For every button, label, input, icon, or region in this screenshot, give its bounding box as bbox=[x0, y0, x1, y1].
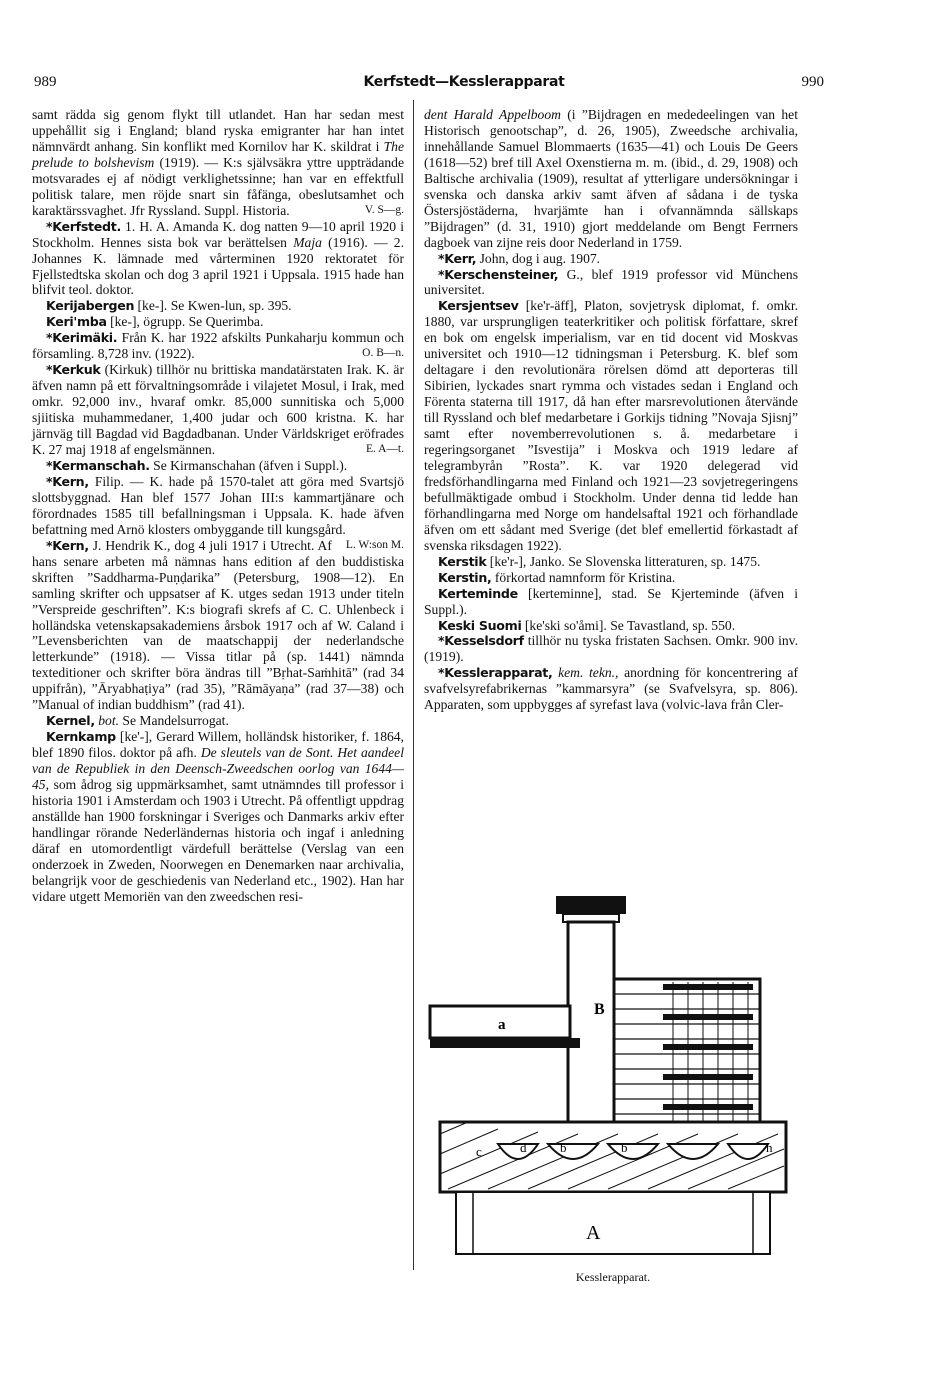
entry-text: [ke-], ögrupp. Se Querimba. bbox=[106, 314, 264, 330]
entry-text: (Kirkuk) tillhör nu brittiska mandatärstaten Irak. K. är äfven namn på ett förvaltningsområde i vilajetet Mosul, i Irak, med omkr. 92,000 inv., hvaraf omkr. 85,000 sunnitiska och 5,000 sjiitiska muhammedaner, 1,400 judar och 600 kristna. K. har järnväg till Bagdad vid Bagdadbanan. Under Världskriget eröfrades K. 27 maj 1918 af engelsmännen. bbox=[32, 362, 404, 458]
label-b2: b bbox=[621, 1140, 628, 1155]
tower-stack bbox=[610, 979, 760, 1129]
entry-text: 1. H. A. Amanda K. dog natten 9—10 april 1920 i Stockholm. Hennes sista bok var berättelsen bbox=[32, 218, 404, 250]
entry-text: [ke'ski so'åmi]. Se Tavastland, sp. 550. bbox=[521, 617, 736, 633]
label-h: h bbox=[766, 1140, 773, 1155]
entry-text: Se Kirmanschahan (äfven i Suppl.). bbox=[149, 457, 348, 473]
vertical-pipe bbox=[568, 922, 614, 1122]
entry bbox=[424, 618, 798, 634]
entry-text: förkortad namnform för Kristina. bbox=[491, 569, 676, 585]
entry-text: Filip. — K. hade på 1570-talet att göra med Svartsjö slottsbyggnad. Han blef 1577 Johan III:s kammartjänare och förordnades 1585 till befallningsman i Uppsala. K. hade äfven befattning med Arnö klosters ombyggande till kungsgård. bbox=[32, 473, 404, 537]
entry-headword: *Kerschensteiner, bbox=[438, 266, 559, 282]
top-pipe-cap bbox=[556, 896, 626, 914]
entry-text: [ke'r-äff], Platon, sovjetrysk diplomat, f. omkr. 1880, var ursprungligen teaterkritiker och politisk författare, skref en bok om engelsk imperialism, var en tid docent vid Moskvas universitet och 1910—12 tidningsman i Petersburg. K. blef som deltagare i den revolutionära rörelsen dömd att deporteras till Sibirien, lyckades snart rymma och vistades sedan i England och Förenta staterna till 1917, då han efter marsrevolutionen återvände till Ryssland och blef medarbetare i Gorkijs tidning ”Novaja Sjisnj” samt efter novemberrevolutionen s. å. medarbetare i regeringsorganet ”Isvestija” i Moskva och 1919 ledare af telegrambyrån ”Rosta”. K. var 1920 delegerad vid fredsförhandlingarna med Finland och 1921—23 sovjetregeringens befullmäktigade ombud i Stockholm. Under denna tid ledde han förhandlingarna med Norge om handelsaftal 1921 och förhandlade äfven om ett sådant med Sverige (det blef emellertid förkastadt af svenska riksdagen 1922). bbox=[424, 298, 798, 553]
entry-italic: Maja bbox=[293, 234, 322, 250]
entry-text: [ke'r-], Janko. Se Slovenska litteraturen, sp. 1475. bbox=[486, 553, 761, 569]
entry bbox=[32, 298, 404, 314]
entry bbox=[32, 107, 404, 219]
left-column bbox=[32, 107, 404, 905]
right-column bbox=[424, 107, 798, 713]
entry-signature: O. B—n. bbox=[362, 347, 404, 360]
entry bbox=[424, 107, 798, 251]
label-c: c bbox=[476, 1144, 482, 1159]
entry-headword: *Kerfstedt. bbox=[46, 218, 121, 234]
entry-italic: De sleutels van de Sont. Het aandeel van de Republiek in den Deensch-Zweedschen oorlog van 1644—45, bbox=[32, 745, 404, 793]
running-title: Kerfstedt—Kesslerapparat bbox=[363, 74, 565, 90]
entry bbox=[32, 314, 404, 330]
entry-text: Från K. har 1922 afskilts Punkaharju kommun och församling. 8,728 inv. (1922). bbox=[32, 330, 404, 362]
entry-headword: *Kern, bbox=[46, 473, 89, 489]
entry-headword: Kerteminde bbox=[438, 585, 518, 601]
entry bbox=[424, 633, 798, 665]
entry-text: tillhör nu tyska fristaten Sachsen. Omkr. 900 inv. (1919). bbox=[424, 633, 798, 665]
entry-headword: Kerstin, bbox=[438, 569, 492, 585]
label-a: a bbox=[498, 1017, 506, 1033]
lower-chamber bbox=[440, 1122, 786, 1192]
entry-text: G., blef 1919 professor vid Münchens universitet. bbox=[424, 266, 798, 298]
entry-headword: *Kerimäki. bbox=[46, 330, 118, 346]
entry-headword: Kernel, bbox=[46, 713, 95, 729]
kesslerapparat-illustration bbox=[428, 884, 798, 1264]
entry-italic: dent Harald Appelboom bbox=[424, 107, 561, 122]
entry-headword: Keski Suomi bbox=[438, 617, 522, 633]
label-b1: b bbox=[560, 1140, 567, 1155]
entry bbox=[32, 473, 404, 551]
column-divider bbox=[413, 100, 414, 1270]
entry-text-cont: (1919). — K:s självsäkra yttre uppträdande motsvarades ej af nödigt verklighetssinne; han var en effektfull politisk talare, men röjde snart sin fåfänga, obeslutsamhet och karaktärssvaghet. Jfr Ryssland. Suppl. Historia. bbox=[32, 154, 404, 218]
entry-italic: kem. tekn., bbox=[558, 665, 619, 681]
entry bbox=[32, 538, 404, 713]
entry bbox=[32, 330, 404, 362]
page-number-right: 990 bbox=[801, 74, 824, 90]
entry-text: [kerteminne], stad. Se Kjerteminde (äfven i Suppl.). bbox=[424, 585, 798, 617]
entry-headword: *Kern, bbox=[46, 537, 89, 553]
entry-text: samt rädda sig genom flykt till utlandet. Han har sedan mest uppehållit sig i England; bland ryska emigranter har han intet nämnvärdt anhang. Sin konflikt med Kornilov har K. skildrat i bbox=[32, 107, 404, 154]
entry-headword: Keri'mba bbox=[46, 314, 107, 330]
entry bbox=[424, 665, 798, 713]
label-A: A bbox=[586, 1222, 601, 1244]
entry bbox=[424, 251, 798, 267]
entry-headword: *Kerkuk bbox=[46, 362, 101, 378]
entry-headword: *Kesslerapparat, bbox=[438, 665, 553, 681]
entry bbox=[424, 298, 798, 553]
entry bbox=[424, 554, 798, 570]
entry-headword: *Kesselsdorf bbox=[438, 633, 524, 649]
entry-text: [ke-]. Se Kwen-lun, sp. 395. bbox=[134, 298, 292, 314]
entry-italic: The prelude to bolshevism bbox=[32, 138, 404, 170]
entry bbox=[424, 267, 798, 299]
label-B: B bbox=[594, 1001, 605, 1018]
entry bbox=[32, 219, 404, 299]
entry-text-cont: Se Mandelsurrogat. bbox=[119, 713, 229, 729]
entry-signature: L. W:son M. bbox=[345, 538, 404, 551]
entry-text-cont: som ådrog sig uppmärksamhet, samt utnämndes till professor i historia 1901 i Amsterdam och 1903 i Utrecht. På offentligt uppdrag anställde han 1900 forskningar i Sveriges och Danmarks arkiv efter handlingar rörande Nederländernas historia och ingaf i anledning däraf en utomordentligt värdefull berättelse (Verslag van een onderzoek in Zweden, Noorwegen en Denemarken naar archivalia, belangrijk voor de geschiedenis van Nederland etc., 1902). Han har vidare utgett Memoriën van den zweedschen resi- bbox=[32, 777, 404, 904]
entry-text-cont: (1916). — 2. Johannes K. lämnade med vårterminen 1920 rektoratet för Fjellstedtska skolan och dog 3 april 1921 i Uppsala. 1915 hade han blifvit teol. doktor. bbox=[32, 234, 404, 298]
entry-headword: Kerstik bbox=[438, 553, 487, 569]
base bbox=[456, 1192, 770, 1254]
entry bbox=[424, 586, 798, 618]
entry bbox=[32, 458, 404, 474]
entry-text-cont: anordning för koncentrering af svafvelsyrefabrikernas ”kammarsyra” (se Svafvelsyra, sp. 806). Apparaten, som uppbygges af syrefast lava (volvic-lava från Cler- bbox=[424, 665, 798, 713]
entry bbox=[32, 729, 404, 904]
entry-signature: E. A—t. bbox=[365, 443, 404, 456]
entry bbox=[32, 713, 404, 729]
entry bbox=[424, 570, 798, 586]
entry-italic: bot. bbox=[98, 713, 119, 729]
entry-headword: Kernkamp bbox=[46, 729, 116, 745]
page-number-left: 989 bbox=[34, 74, 57, 90]
entry-headword: Kerijabergen bbox=[46, 298, 135, 314]
entry-headword: *Kerr, bbox=[438, 250, 477, 266]
entry-text: [ke'-], Gerard Willem, holländsk historiker, f. 1864, blef 1890 filos. doktor på afh. bbox=[32, 729, 404, 761]
entry-text: J. Hendrik K., dog 4 juli 1917 i Utrecht. Af hans senare arbeten må nämnas hans edition af den buddistiska skriften ”Saddharma-Puṇḍarika” (Petersburg, 1908—12). En samling skrifter och uppsatser af K. utges sedan 1913 under titeln ”Verspreide geschriften”. K:s biografi skrefs af C. C. Uhlenbeck i holländska vetenskapsakademiens årsbok 1917 och af W. Caland i ”Levensberichten van de maatschappij der nederlandsche letterkunde” (1918). — Vissa titlar på (sp. 1441) nämnda texteditioner och skrifter böra ändras till ”Bṛhat-Saṁhitā” (rad 34 uppifrån), ”Āryabhaṭiya” (rad 35), ”Rāmāyaṇa” (rad 37—38) och ”Manual of indian buddhism” (rad 41). bbox=[32, 537, 404, 713]
label-d: d bbox=[520, 1140, 527, 1155]
figure-caption: Kesslerapparat. bbox=[575, 1270, 651, 1284]
entry bbox=[32, 362, 404, 458]
entry-headword: *Kermanschah. bbox=[46, 457, 150, 473]
entry-text: John, dog i aug. 1907. bbox=[476, 250, 601, 266]
entry-signature: V. S—g. bbox=[364, 203, 404, 216]
entry-text-cont: (i ”Bijdragen en mededeelingen van het Historisch genootschap”, d. 26, 1905), Zweedsche archivalia, innehållande Samuel Blommaerts (1635—41) och Louis De Geers (1618—52) bref till Axel Oxenstierna m. m. (ibid., d. 29, 1908) och Baltische archivalia (1909), resultat af ytterligare undersökningar i svenska och danska arkiv samt äfven af sådana i de tyska Östersjöstäderna, hvarjämte han i ofvannämnda sällskaps ”Bijdragen” (d. 31, 1910) gjort meddelande om Bengt Ferrners dagboek van zijne reis door Nederland in 1759. bbox=[424, 107, 798, 250]
entry-headword: Kersjentsev bbox=[438, 298, 519, 314]
